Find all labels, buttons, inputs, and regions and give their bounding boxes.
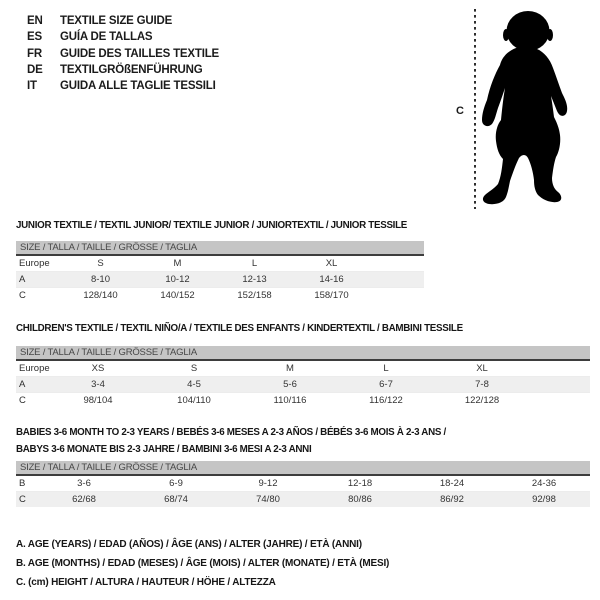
size-value-cell: 12-13: [216, 272, 293, 288]
spacer-cell: [530, 377, 590, 393]
size-header-bar: SIZE / TALLA / TAILLE / GRÖSSE / TAGLIA: [16, 461, 590, 474]
size-value-cell: XL: [434, 360, 530, 377]
row-label-cell: C: [19, 290, 26, 301]
table-title: BABYS 3-6 MONATE BIS 2-3 JAHRE / BAMBINI 3-6 MESI A 2-3 ANNI: [16, 443, 312, 455]
language-code: DE: [27, 63, 43, 76]
spacer-cell: [370, 272, 424, 288]
size-value-cell: 116/122: [369, 395, 403, 406]
section-children-textile: [16, 321, 590, 406]
size-value-cell: XS: [50, 360, 146, 377]
language-label: GUIDE DES TAILLES TEXTILE: [60, 47, 219, 60]
table-title: JUNIOR TEXTILE / TEXTIL JUNIOR/ TEXTILE JUNIOR / JUNIORTEXTIL / JUNIOR TESSILE: [16, 220, 408, 231]
language-label: TEXTILE SIZE GUIDE: [60, 15, 173, 27]
size-value-cell: XL: [293, 255, 370, 272]
size-value-cell: 10-12: [139, 272, 216, 288]
language-label: TEXTILGRÖßENFÜHRUNG: [60, 63, 203, 76]
size-value-cell: M: [242, 360, 338, 377]
row-label-cell: A: [16, 272, 62, 288]
table-row: [16, 360, 590, 377]
language-row: [27, 29, 219, 45]
language-list: [27, 13, 219, 94]
table-row: [16, 377, 590, 393]
size-value-cell: M: [139, 255, 216, 272]
row-label-cell: C: [19, 395, 26, 406]
language-code: ES: [27, 31, 42, 44]
size-value-cell: 4-5: [146, 377, 242, 393]
size-value-cell: 140/152: [160, 290, 195, 301]
size-value-cell: S: [146, 360, 242, 377]
size-value-cell: 8-10: [62, 272, 139, 288]
table-row: [16, 393, 590, 409]
section-junior-textile: [16, 218, 424, 301]
language-row: [27, 62, 219, 78]
size-value-cell: 3-4: [50, 377, 146, 393]
size-value-cell: L: [216, 255, 293, 272]
row-label-cell: Europe: [16, 255, 62, 272]
language-row: [27, 46, 219, 62]
size-value-cell: 110/116: [273, 395, 307, 406]
junior-size-table: [16, 254, 424, 303]
footnote-line: C. (cm) HEIGHT / ALTURA / HAUTEUR / HÖHE / ALTEZZA: [16, 576, 276, 588]
spacer-cell: [530, 360, 590, 377]
size-value-cell: 24-36: [498, 475, 590, 492]
size-value-cell: 74/80: [256, 494, 280, 505]
spacer-cell: [370, 288, 424, 304]
row-label-cell: Europe: [16, 360, 50, 377]
size-value-cell: 12-18: [314, 475, 406, 492]
language-row: [27, 78, 219, 94]
footnote-line: A. AGE (YEARS) / EDAD (AÑOS) / ÂGE (ANS) / ALTER (JAHRE) / ETÀ (ANNI): [16, 539, 362, 550]
size-value-cell: 9-12: [222, 475, 314, 492]
spacer-cell: [530, 393, 590, 409]
size-value-cell: 104/110: [177, 395, 211, 406]
size-header-bar: SIZE / TALLA / TAILLE / GRÖSSE / TAGLIA: [16, 346, 590, 359]
size-value-cell: 152/158: [237, 290, 272, 301]
row-label-cell: A: [16, 377, 50, 393]
table-row: [16, 288, 424, 304]
size-value-cell: L: [338, 360, 434, 377]
size-value-cell: 92/98: [532, 494, 556, 505]
language-label: GUIDA ALLE TAGLIE TESSILI: [60, 80, 216, 93]
children-size-table: [16, 359, 590, 408]
size-value-cell: 6-7: [338, 377, 434, 393]
table-title: BABIES 3-6 MONTH TO 2-3 YEARS / BEBÉS 3-6 MESES A 2-3 AÑOS / BÉBÉS 3-6 MOIS À 2-3 ANS /: [16, 427, 446, 438]
size-value-cell: 158/170: [314, 290, 349, 301]
size-value-cell: S: [62, 255, 139, 272]
language-row: [27, 13, 219, 29]
row-label-cell: B: [16, 475, 38, 492]
size-value-cell: 6-9: [130, 475, 222, 492]
table-row: [16, 492, 590, 508]
size-value-cell: 68/74: [164, 494, 188, 505]
language-label: GUÍA DE TALLAS: [60, 31, 153, 44]
language-code: EN: [27, 15, 43, 27]
row-label-cell: C: [19, 494, 26, 505]
height-measure-label: C: [456, 105, 464, 117]
table-title: CHILDREN'S TEXTILE / TEXTIL NIÑO/A / TEXTILE DES ENFANTS / KINDERTEXTIL / BAMBINI TESSILE: [16, 323, 463, 334]
section-babies-textile: [16, 425, 590, 505]
toddler-silhouette-icon: [470, 8, 570, 210]
size-value-cell: 18-24: [406, 475, 498, 492]
size-value-cell: 80/86: [348, 494, 372, 505]
size-value-cell: 5-6: [242, 377, 338, 393]
babies-size-table: [16, 474, 590, 507]
footnote-legend: [16, 536, 389, 592]
footnote-line: B. AGE (MONTHS) / EDAD (MESES) / ÂGE (MOIS) / ALTER (MONATE) / ETÀ (MESI): [16, 557, 390, 569]
table-row: [16, 272, 424, 288]
table-row: [16, 475, 590, 492]
size-header-bar: SIZE / TALLA / TAILLE / GRÖSSE / TAGLIA: [16, 241, 424, 254]
table-row: [16, 255, 424, 272]
language-code: FR: [27, 47, 42, 60]
size-value-cell: 7-8: [434, 377, 530, 393]
size-value-cell: 122/128: [464, 395, 500, 406]
spacer-cell: [370, 255, 424, 272]
size-value-cell: 86/92: [440, 494, 464, 505]
language-code: IT: [27, 80, 37, 93]
size-value-cell: 14-16: [293, 272, 370, 288]
size-value-cell: 62/68: [72, 494, 96, 505]
size-value-cell: 98/104: [83, 395, 113, 406]
size-value-cell: 3-6: [38, 475, 130, 492]
size-value-cell: 128/140: [83, 290, 118, 301]
